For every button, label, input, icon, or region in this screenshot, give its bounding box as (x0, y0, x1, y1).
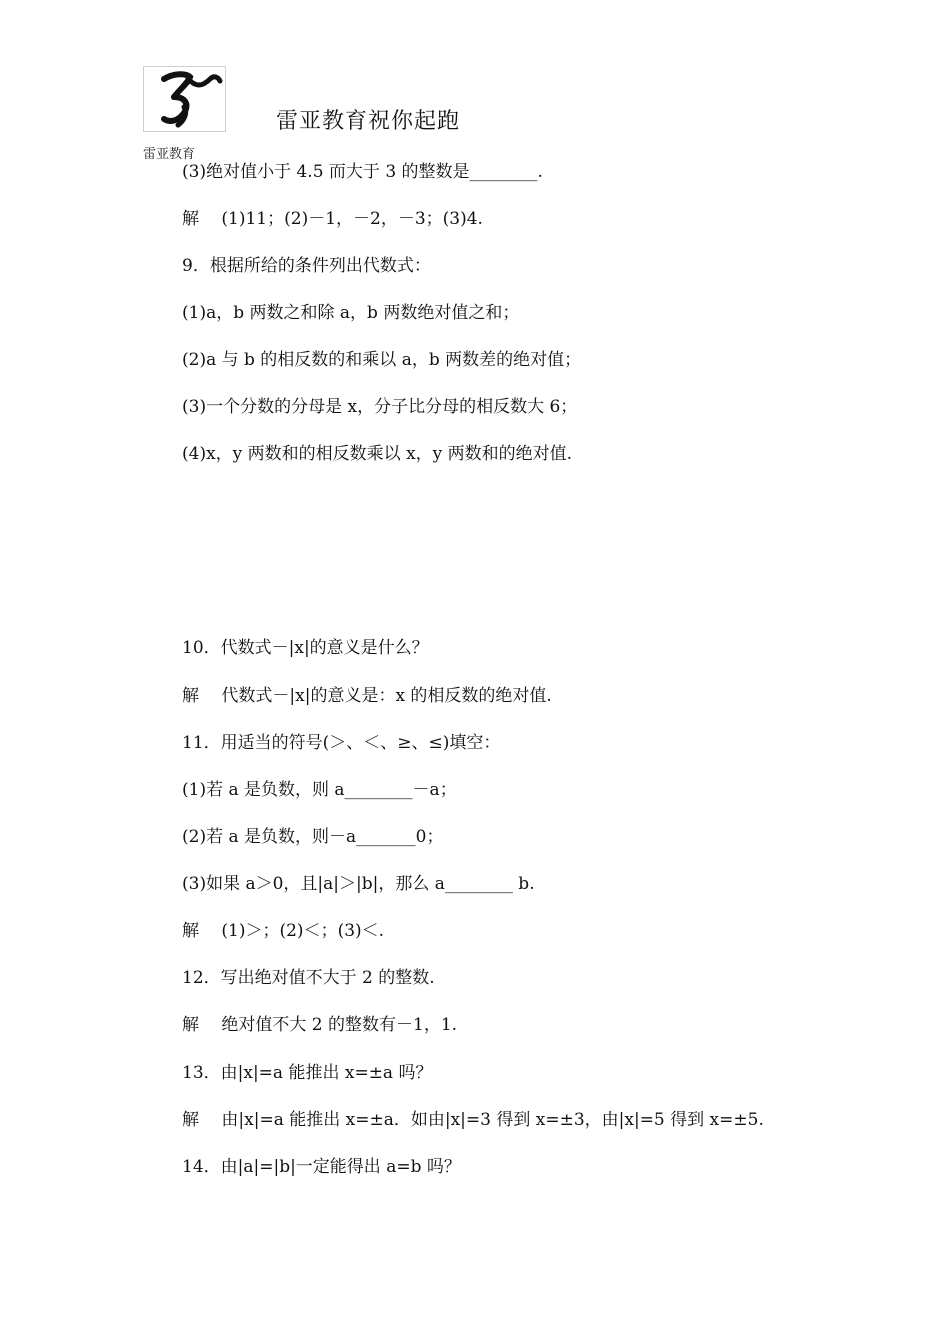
logo-caption: 雷亚教育 (143, 147, 196, 162)
text-line: 11．用适当的符号(＞、＜、≥、≤)填空： (182, 733, 501, 753)
text-line: (3)一个分数的分母是 x，分子比分母的相反数大 6； (182, 397, 578, 417)
text-line: 解 由|x|=a 能推出 x=±a．如由|x|=3 得到 x=±3，由|x|=5 得到 x=±5. (182, 1110, 764, 1130)
text-line: 12．写出绝对值不大于 2 的整数. (182, 968, 435, 988)
text-line: 解 代数式－|x|的意义是：x 的相反数的绝对值. (182, 686, 552, 706)
header-slogan: 雷亚教育祝你起跑 (276, 109, 461, 134)
logo (143, 66, 226, 132)
text-line: (3)如果 a＞0，且|a|＞|b|，那么 a________ b. (182, 874, 535, 894)
text-line: (2)a 与 b 的相反数的和乘以 a，b 两数差的绝对值； (182, 350, 582, 370)
text-line: 解 (1)＞；(2)＜；(3)＜. (182, 921, 385, 941)
text-line: 9．根据所给的条件列出代数式： (182, 256, 431, 276)
text-line: (1)若 a 是负数，则 a________－a； (182, 780, 457, 800)
text-line: (1)a，b 两数之和除 a，b 两数绝对值之和； (182, 303, 520, 323)
text-line: 解 (1)11；(2)－1，－2，－3；(3)4. (182, 209, 483, 229)
text-line: (3)绝对值小于 4.5 而大于 3 的整数是________. (182, 162, 543, 182)
text-line: (4)x，y 两数和的相反数乘以 x，y 两数和的绝对值. (182, 444, 573, 464)
text-line: 14．由|a|=|b|一定能得出 a=b 吗？ (182, 1157, 461, 1177)
text-line: 解 绝对值不大 2 的整数有－1，1. (182, 1015, 458, 1035)
text-line: 10．代数式－|x|的意义是什么？ (182, 638, 429, 658)
text-line: (2)若 a 是负数，则－a_______0； (182, 827, 444, 847)
runner-logo-icon (144, 67, 225, 131)
text-line: 13．由|x|=a 能推出 x=±a 吗？ (182, 1063, 433, 1083)
